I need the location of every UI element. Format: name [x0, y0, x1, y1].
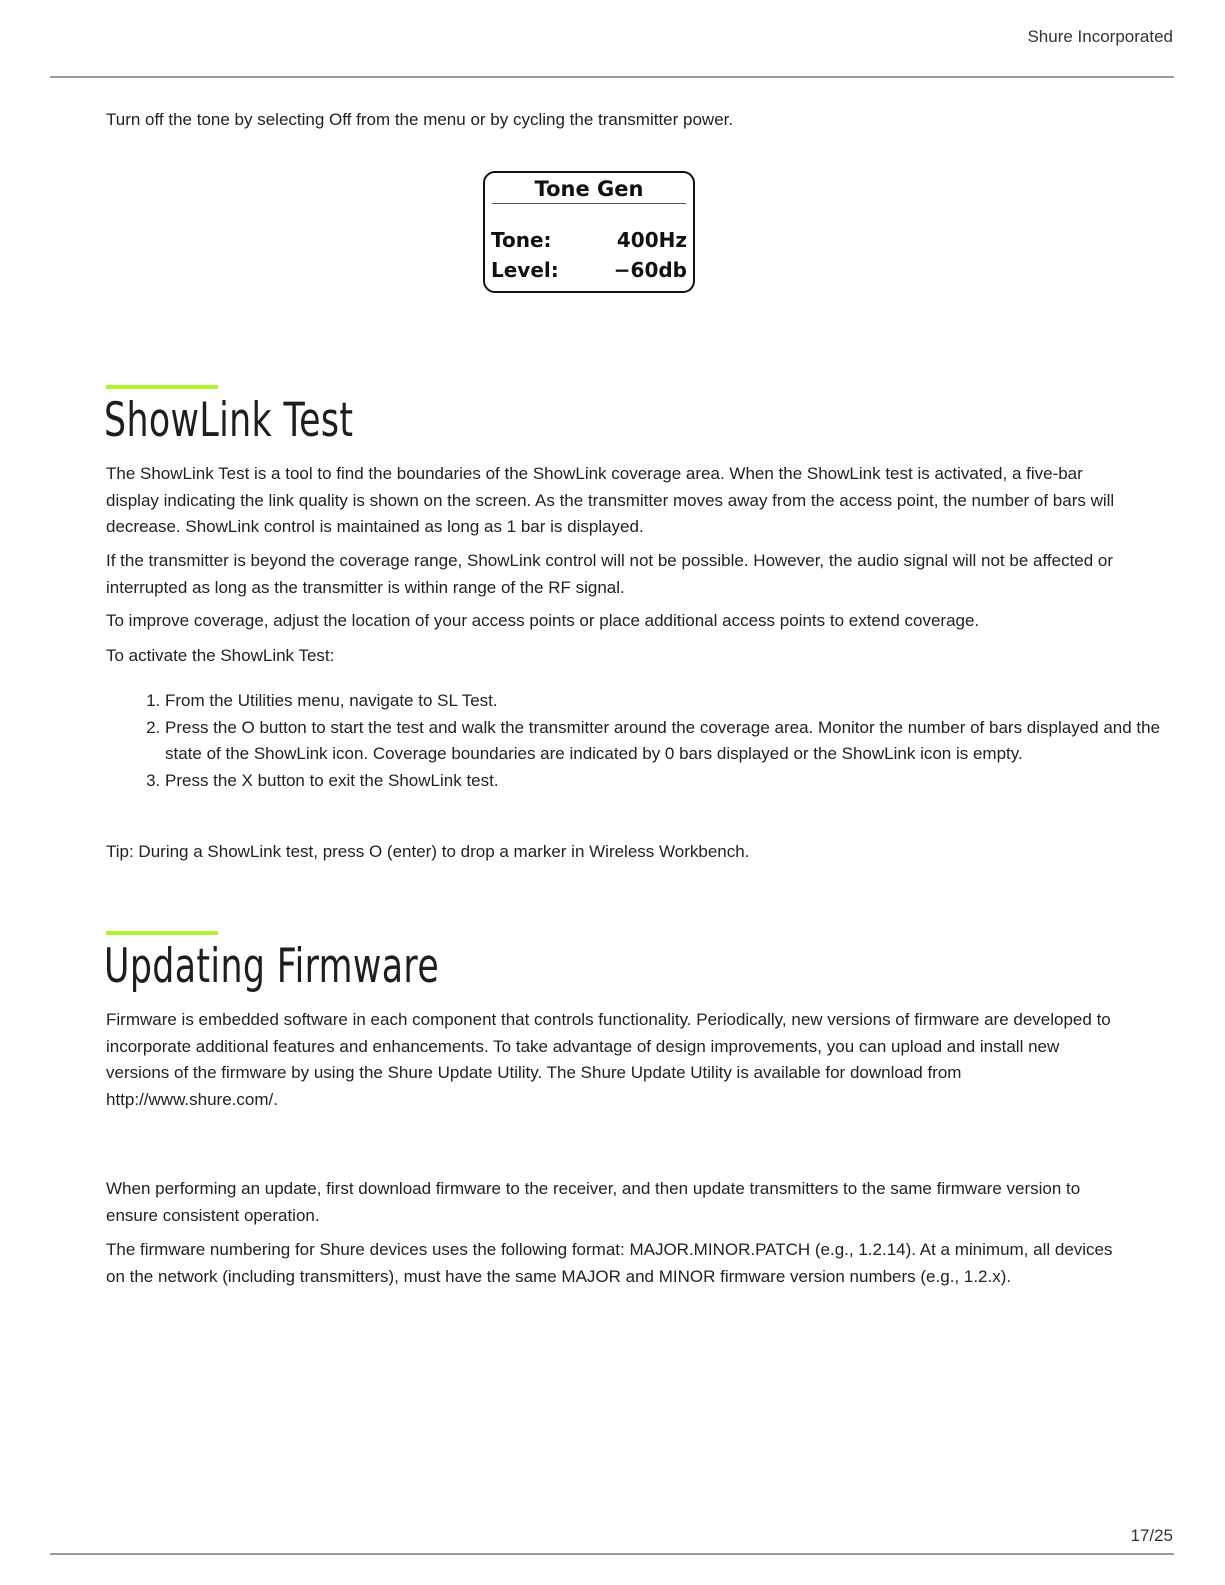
- intro-text: Turn off the tone by selecting Off from the menu or by cycling the transmitter power.: [106, 110, 734, 129]
- lcd-label: Tone:: [491, 228, 552, 252]
- header-divider: [50, 76, 1174, 78]
- section-title-firmware: Updating Firmware: [104, 939, 440, 994]
- list-item: 3. Press the X button to exit the ShowLink test.: [165, 768, 1177, 795]
- lcd-value: −60db: [613, 258, 687, 282]
- firmware-paragraph: When performing an update, first download firmware to the receiver, and then update transmitters to the same firmware version to ensure consistent operation.: [106, 1179, 1081, 1225]
- showlink-paragraph: To improve coverage, adjust the location of your access points or place additional access points to extend coverage.: [106, 611, 980, 630]
- lcd-divider: [492, 203, 686, 204]
- lcd-row-tone: [491, 228, 687, 252]
- header-company-name: Shure Incorporated: [1027, 27, 1173, 46]
- showlink-paragraph: If the transmitter is beyond the coverage range, ShowLink control will not be possible. However, the audio signal will not be affected or interrupted as long as the transmitter is within range of the RF signal.: [106, 551, 1114, 597]
- firmware-paragraph: Firmware is embedded software in each component that controls functionality. Periodically, new versions of firmware are developed to incorporate additional features and enhancements. To take advantage of design improvements, you can upload and install new versions of the firmware by using the Shure Update Utility. The Shure Update Utility is available for download from http://www.shure.com/.: [106, 1010, 1111, 1109]
- footer-divider: [50, 1553, 1174, 1555]
- showlink-steps: [106, 688, 1177, 794]
- list-item: 1. From the Utilities menu, navigate to SL Test.: [165, 688, 1177, 715]
- showlink-paragraph: The ShowLink Test is a tool to find the boundaries of the ShowLink coverage area. When the ShowLink test is activated, a five-bar display indicating the link quality is shown on the screen. As the transmitter moves away from the access point, the number of bars will decrease. ShowLink control is maintained as long as 1 bar is displayed.: [106, 464, 1115, 536]
- list-item: 2. Press the O button to start the test and walk the transmitter around the coverage area. Monitor the number of bars displayed and the state of the ShowLink icon. Coverage boundaries are indicated by 0 bars displayed or the ShowLink icon is empty.: [165, 715, 1177, 768]
- section-accent-bar: [106, 931, 218, 935]
- lcd-title: Tone Gen: [534, 177, 644, 201]
- page-number: 17/25: [1130, 1526, 1173, 1545]
- firmware-paragraph: The firmware numbering for Shure devices uses the following format: MAJOR.MINOR.PATCH (e.g., 1.2.14). At a minimum, all devices on the network (including transmitters), must have the same MAJOR and MINOR firmware version numbers (e.g., 1.2.x).: [106, 1240, 1113, 1286]
- lcd-label: Level:: [491, 258, 559, 282]
- lcd-value: 400Hz: [616, 228, 687, 252]
- tone-gen-display: [483, 171, 695, 293]
- lcd-row-level: [491, 258, 687, 282]
- section-title-showlink: ShowLink Test: [104, 393, 354, 448]
- showlink-paragraph: To activate the ShowLink Test:: [106, 646, 335, 665]
- showlink-tip: Tip: During a ShowLink test, press O (enter) to drop a marker in Wireless Workbench.: [106, 842, 750, 861]
- section-accent-bar: [106, 385, 218, 389]
